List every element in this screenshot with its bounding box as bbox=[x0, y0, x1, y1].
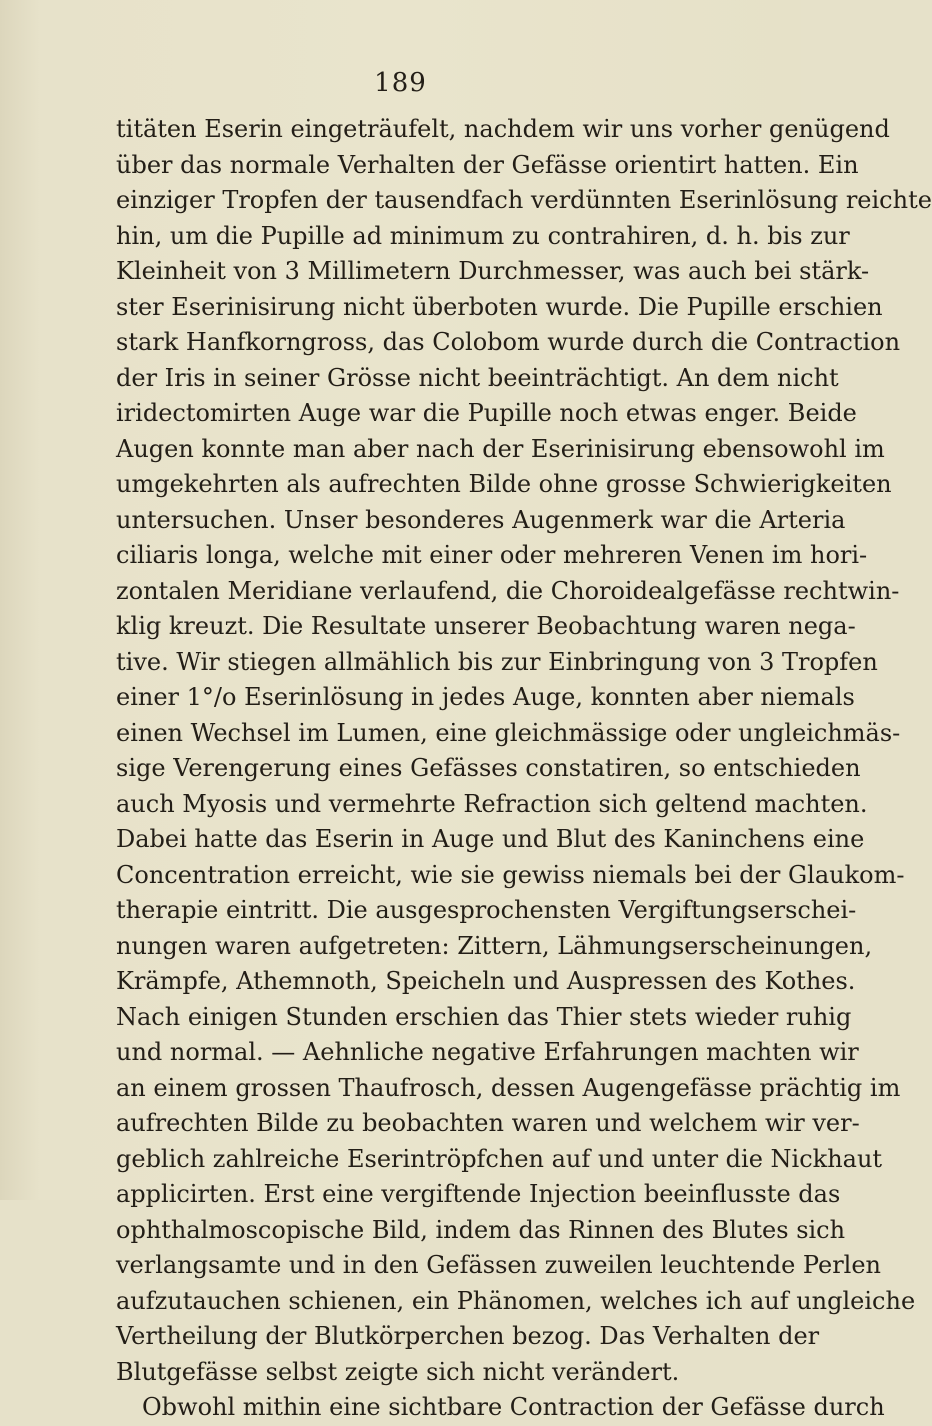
text-line: ciliaris longa, welche mit einer oder mehreren Venen im hori- bbox=[116, 541, 868, 569]
text-line: Concentration erreicht, wie sie gewiss niemals bei der Glaukom- bbox=[116, 860, 905, 889]
text-line: Dabei hatte das Eserin in Auge und Blut des Kaninchens eine bbox=[116, 825, 865, 853]
text-line: Krämpfe, Athemnoth, Speicheln und Auspressen des Kothes. bbox=[116, 967, 856, 995]
page-number: 189 bbox=[374, 68, 427, 98]
text-line: Kleinheit von 3 Millimetern Durchmesser, was auch bei stärk- bbox=[116, 257, 870, 285]
text-line: einziger Tropfen der tausendfach verdünnten Eserinlösung reichte bbox=[116, 186, 932, 214]
text-line: ster Eserinisirung nicht überboten wurde. Die Pupille erschien bbox=[116, 292, 883, 321]
text-line: umgekehrten als aufrechten Bilde ohne grosse Schwierigkeiten bbox=[116, 470, 892, 498]
text-line: auch Myosis und vermehrte Refraction sich geltend machten. bbox=[116, 789, 868, 818]
text-line: ophthalmoscopische Bild, indem das Rinnen des Blutes sich bbox=[116, 1215, 846, 1244]
text-line: zontalen Meridiane verlaufend, die Choroidealgefässe rechtwin- bbox=[116, 576, 900, 605]
text-line: Vertheilung der Blutkörperchen bezog. Das Verhalten der bbox=[116, 1322, 820, 1350]
body-text bbox=[116, 112, 932, 1426]
text-line: stark Hanfkorngross, das Colobom wurde durch die Contraction bbox=[116, 328, 901, 356]
text-line: aufzutauchen schienen, ein Phänomen, welches ich auf ungleiche bbox=[116, 1286, 916, 1315]
text-line: verlangsamte und in den Gefässen zuweilen leuchtende Perlen bbox=[116, 1251, 882, 1279]
paragraph-start-line: Obwohl mithin eine sichtbare Contraction der Gefässe durch bbox=[142, 1393, 885, 1421]
text-line: applicirten. Erst eine vergiftende Injection beeinflusste das bbox=[116, 1180, 841, 1208]
text-line: Augen konnte man aber nach der Eserinisirung ebensowohl im bbox=[116, 434, 885, 463]
text-line: und normal. — Aehnliche negative Erfahrungen machten wir bbox=[116, 1038, 859, 1066]
text-line: aufrechten Bilde zu beobachten waren und welchem wir ver- bbox=[116, 1109, 860, 1137]
paragraph-end-line: Blutgefässe selbst zeigte sich nicht verändert. bbox=[116, 1357, 680, 1386]
text-line: einen Wechsel im Lumen, eine gleichmässige oder ungleichmäs- bbox=[116, 718, 901, 747]
text-line: Nach einigen Stunden erschien das Thier stets wieder ruhig bbox=[116, 1002, 852, 1031]
text-line: an einem grossen Thaufrosch, dessen Augengefässe prächtig im bbox=[116, 1073, 901, 1102]
text-line: iridectomirten Auge war die Pupille noch etwas enger. Beide bbox=[116, 399, 857, 427]
text-line: der Iris in seiner Grösse nicht beeinträchtigt. An dem nicht bbox=[116, 363, 839, 392]
text-line: therapie eintritt. Die ausgesprochensten Vergiftungserschei- bbox=[116, 896, 857, 924]
text-line: titäten Eserin eingeträufelt, nachdem wir uns vorher genügend bbox=[116, 115, 890, 143]
text-line: einer 1°/o Eserinlösung in jedes Auge, konnten aber niemals bbox=[116, 683, 855, 711]
text-line: geblich zahlreiche Eserintröpfchen auf und unter die Nickhaut bbox=[116, 1144, 883, 1173]
text-line: hin, um die Pupille ad minimum zu contrahiren, d. h. bis zur bbox=[116, 221, 850, 250]
text-line: tive. Wir stiegen allmählich bis zur Einbringung von 3 Tropfen bbox=[116, 647, 878, 676]
text-line: über das normale Verhalten der Gefässe orientirt hatten. Ein bbox=[116, 150, 859, 179]
text-line: sige Verengerung eines Gefässes constatiren, so entschieden bbox=[116, 754, 861, 782]
text-line: untersuchen. Unser besonderes Augenmerk war die Arteria bbox=[116, 505, 846, 534]
text-line: nungen waren aufgetreten: Zittern, Lähmungserscheinungen, bbox=[116, 931, 873, 960]
text-line: klig kreuzt. Die Resultate unserer Beobachtung waren nega- bbox=[116, 612, 856, 640]
